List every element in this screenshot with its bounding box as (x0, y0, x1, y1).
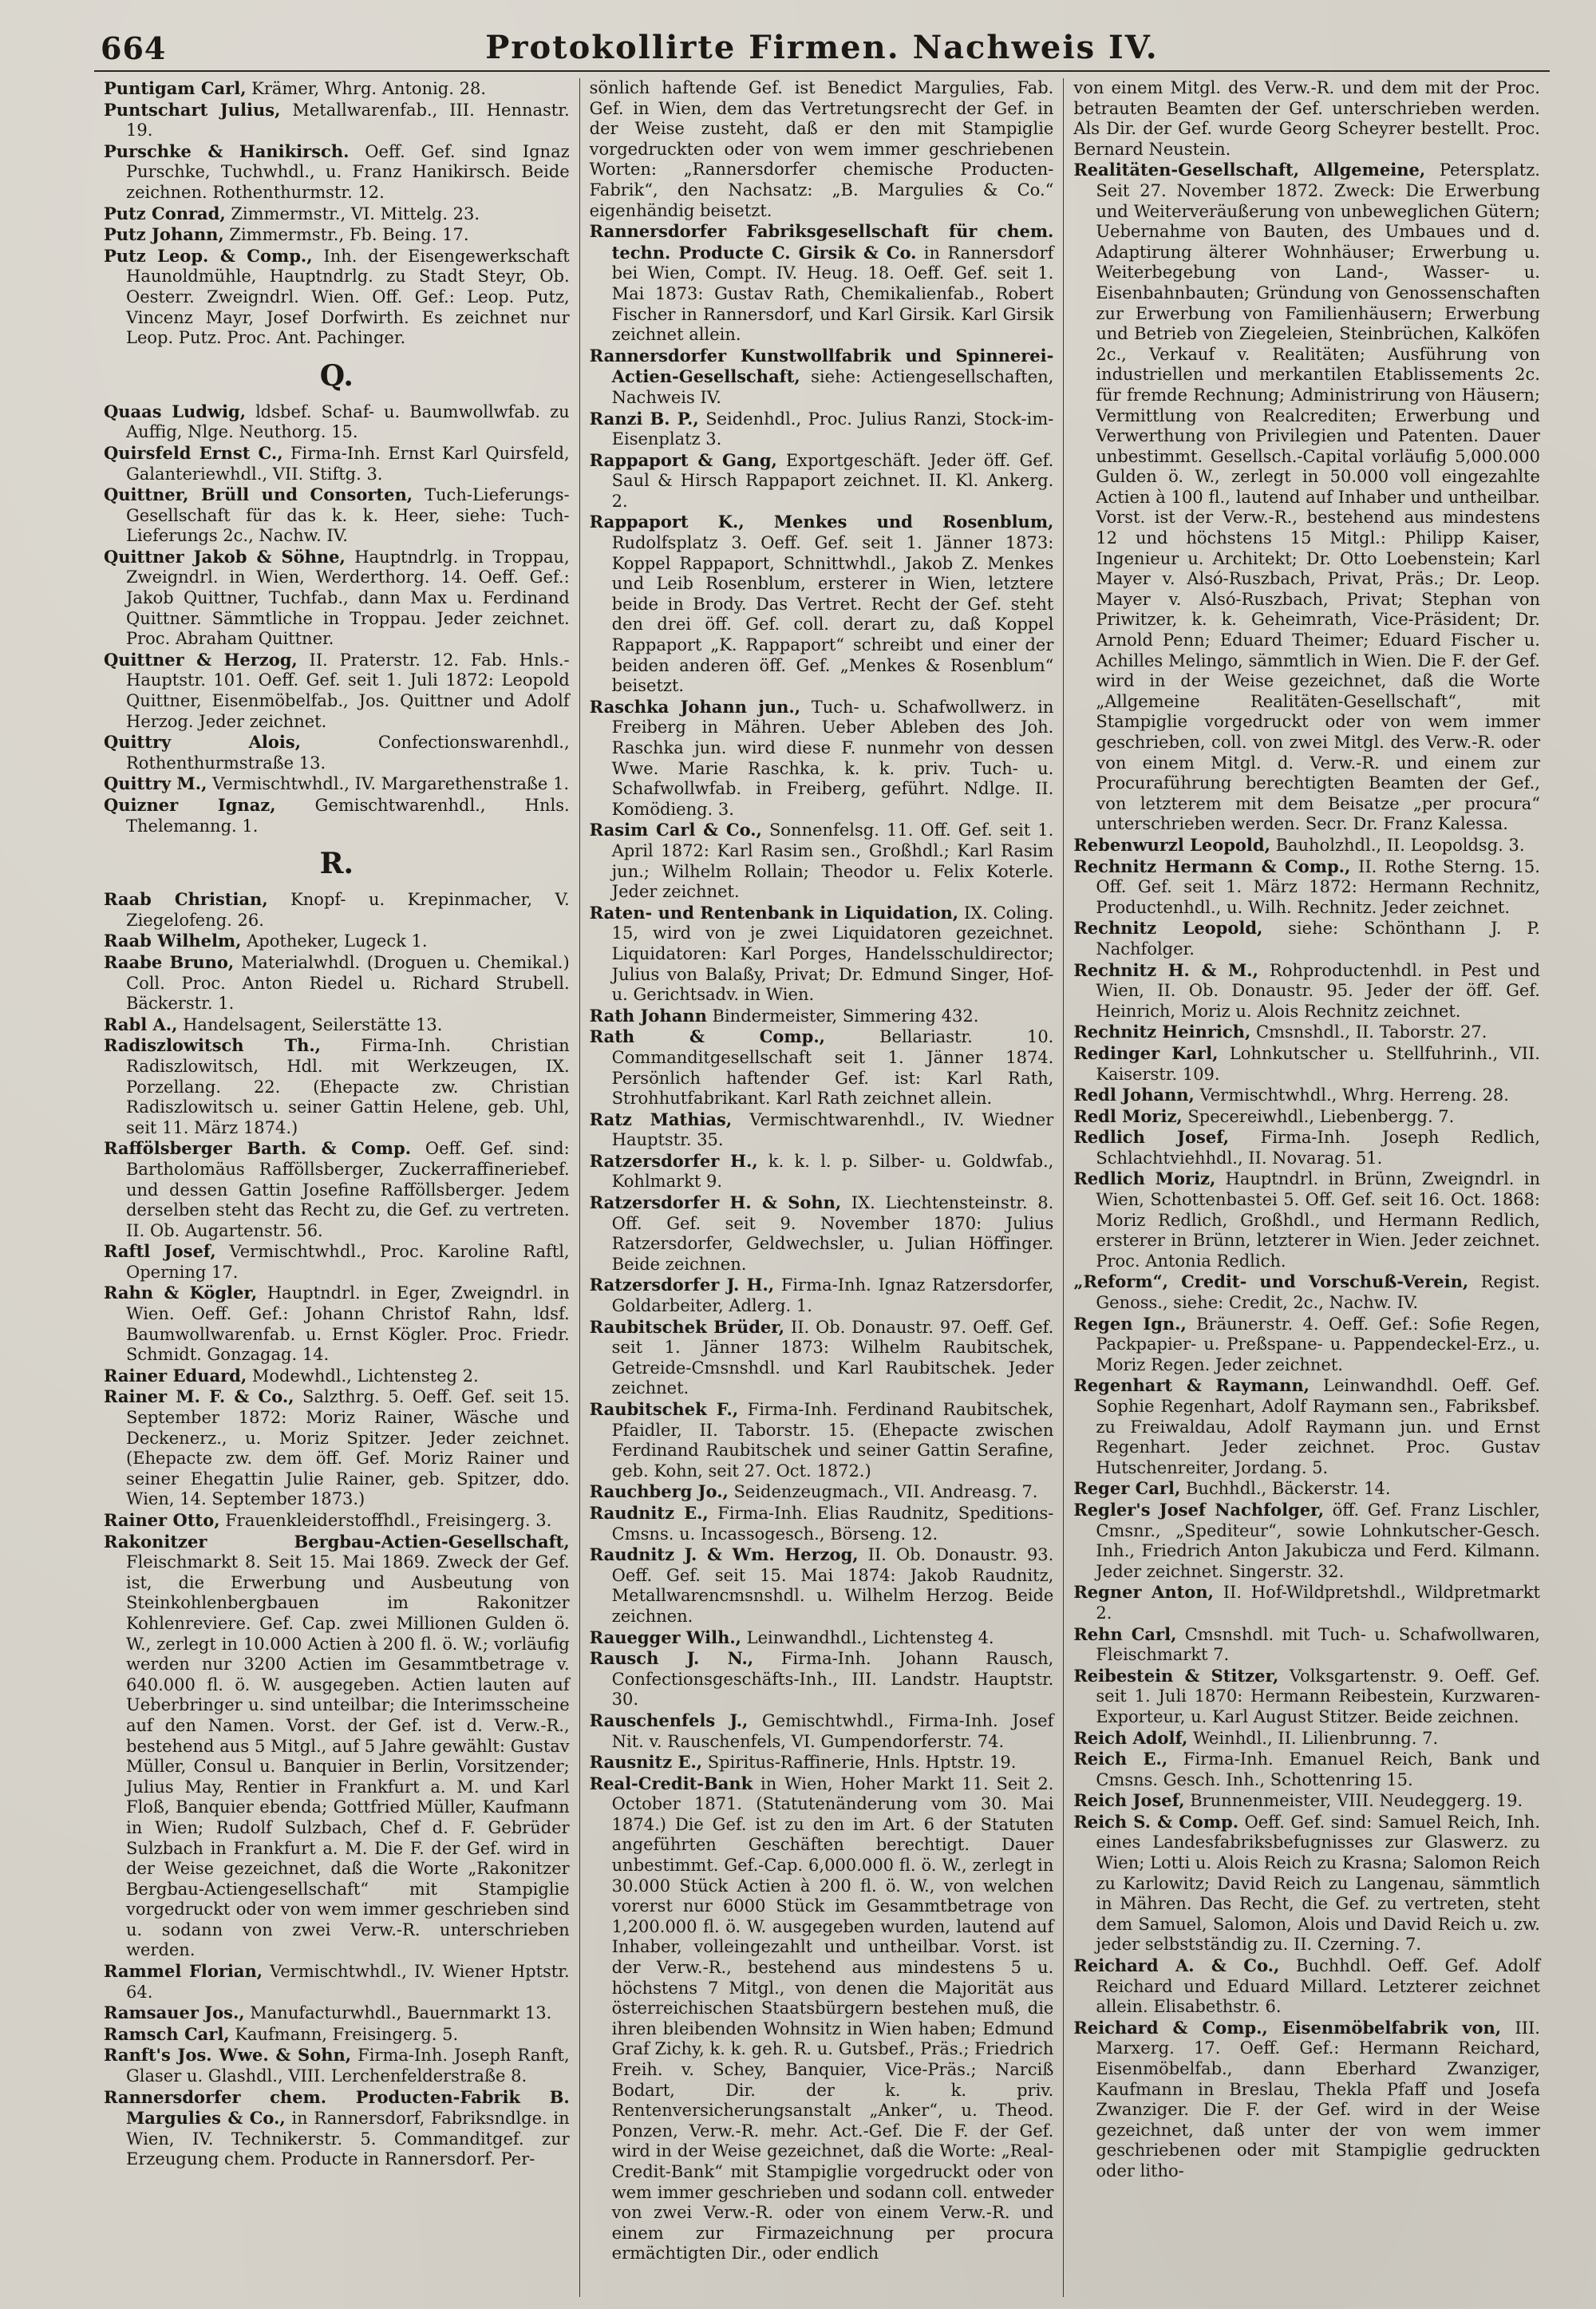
firm-name: Real-Credit-Bank (589, 1773, 753, 1793)
firm-entry (104, 547, 570, 650)
firm-entry (104, 931, 570, 952)
firm-name: Reich E., (1073, 1749, 1168, 1769)
firm-name: Redinger Karl, (1073, 1042, 1219, 1063)
firm-name: Ranft's Jos. Wwe. & Sohn, (104, 2045, 352, 2066)
firm-entry (1073, 1790, 1540, 1812)
firm-name: Raudnitz J. & Wm. Herzog, (589, 1544, 859, 1565)
firm-entry (1073, 1500, 1540, 1582)
firm-entry (1073, 1624, 1540, 1666)
firm-entry (104, 246, 570, 349)
firm-details: Oeff. Gef. sind: Samuel Reich, Inh. eines Landesfabriksbefugnisses zur Glaswerz. zu Wien; Lotti u. Alois Reich zu Krasna; Salomon Reich zu Karlowitz; David Reich zu Langenau, sämmtlich in Mähren. Das Recht, die Gef. zu vertreten, steht dem Samuel, Salomon, Alois und David Reich u. zw. jeder selbstständig zu. II. Czerning. 7. (1096, 1812, 1540, 1955)
firm-entry (590, 1481, 1054, 1503)
firm-details: Bauholzhdl., II. Leopoldsg. 3. (1270, 835, 1525, 855)
firm-entry (1073, 1314, 1540, 1376)
firm-details: Spiritus-Raffinerie, Hnls. Hptstr. 19. (702, 1753, 1017, 1773)
firm-entry (104, 952, 570, 1014)
firm-details: Seidenzeugmach., VII. Andreasg. 7. (728, 1482, 1038, 1502)
firm-details: Zimmermstr., Fb. Being. 17. (223, 225, 469, 245)
firm-entry (590, 1544, 1054, 1627)
firm-details: von einem Mitgl. des Verw.-R. und dem mit der Proc. betrauten Beamten der Gef. unterschrieben werden. Als Dir. der Gef. wurde Georg Scheyrer bestellt. Proc. Bernard Neustein. (1073, 78, 1540, 159)
firm-entry (104, 204, 570, 225)
firm-entry (590, 1399, 1054, 1481)
firm-entry (1073, 1085, 1540, 1106)
firm-entry (590, 1275, 1054, 1316)
firm-details: Specereiwhdl., Liebenbergg. 7. (1182, 1106, 1455, 1126)
firm-name: Raschka Johann jun., (589, 696, 801, 717)
firm-details: Apotheker, Lugeck 1. (241, 931, 428, 951)
firm-name: Rannersdorfer Fabriksgesellschaft für chem. techn. Producte C. Girsik & Co. (589, 221, 1054, 263)
firm-name: Raftl Josef, (104, 1241, 216, 1262)
firm-details: II. Rothe Sterng. 15. Off. Gef. seit 1. März 1872: Hermann Rechnitz, Productenhdl., u. Wilh. Rechnitz. Jeder zeichnet. (1096, 856, 1540, 917)
firm-entry (1073, 835, 1540, 856)
firm-details: siehe: Schönthann J. P. Nachfolger. (1096, 919, 1540, 959)
firm-entry (104, 484, 570, 547)
firm-entry (590, 1503, 1054, 1544)
firm-entry (104, 100, 570, 141)
firm-name: Reger Carl, (1073, 1478, 1181, 1499)
firm-name: Reichard A. & Co., (1073, 1955, 1280, 1976)
firm-entry (1073, 1022, 1540, 1043)
firm-details: Hauptndrl. in Brünn, Zweigndrl. in Wien, Schottenbastei 5. Off. Gef. seit 16. Oct. 1868: Moriz Redlich, Großhdl., und Hermann Redlich, ersterer in Brünn, letzterer in Wien. Jeder zeichnet. Proc. Antonia Redlich. (1096, 1169, 1540, 1271)
column-right (1064, 78, 1550, 2297)
firm-details: Kaufmann, Freisingerg. 5. (229, 2024, 459, 2044)
section-letter: Q. (319, 358, 354, 393)
firm-entry (1073, 1375, 1540, 1478)
firm-entry (590, 697, 1054, 820)
firm-entry (1073, 1955, 1540, 2018)
firm-name: Rainer Eduard, (104, 1365, 247, 1386)
firm-entry (104, 1961, 570, 2003)
firm-details: Oeff. Gef. sind: Bartholomäus Rafföllsberger, Zuckerraffineriebef. und dessen Gattin Josefine Rafföllsberger. Jedem derselben steht das Recht zu, die Gef. zu vertreten. II. Ob. Augartenstr. 56. (126, 1139, 570, 1240)
firm-name: Rath & Comp., (589, 1026, 825, 1047)
firm-name: Quaas Ludwig, (104, 401, 247, 421)
firm-details: Krämer, Whrg. Antonig. 28. (246, 79, 486, 98)
firm-entry (104, 401, 570, 443)
firm-name: Rehn Carl, (1073, 1623, 1177, 1644)
firm-name: Rath Johann (589, 1005, 707, 1026)
firm-entry (104, 1241, 570, 1283)
firm-name: Ranzi B. P., (589, 408, 699, 429)
firm-details: Bellariastr. 10. Commanditgesellschaft seit 1. Jänner 1874. Persönlich haftender Gef. ist: Karl Rath, Strohhutfabrikant. Karl Rath zeichnet allein. (611, 1027, 1054, 1109)
firm-entry (590, 78, 1054, 221)
firm-name: Putz Conrad, (104, 203, 226, 223)
firm-name: Rasim Carl & Co., (589, 820, 762, 840)
firm-entry (590, 1026, 1054, 1109)
firm-name: Quittry M., (104, 773, 207, 794)
firm-name: Rappaport & Gang, (589, 449, 777, 470)
firm-details: II. Hof-Wildpretshdl., Wildpretmarkt 2. (1096, 1583, 1540, 1623)
firm-name: Rechnitz Hermann & Comp., (1073, 856, 1351, 876)
firm-entry (104, 1014, 570, 1036)
firm-entry (104, 1366, 570, 1387)
firm-name: Ratz Mathias, (589, 1109, 733, 1129)
firm-details: Hauptndrl. in Eger, Zweigndrl. in Wien. Oeff. Gef.: Johann Christof Rahn, ldsf. Baumwollwarenfab. u. Ernst Kögler. Proc. Friedr. Schmidt. Gonzagag. 14. (126, 1283, 570, 1365)
firm-details: Rohproductenhdl. in Pest und Wien, II. Ob. Donaustr. 95. Jeder der öff. Gef. Heinrich, Moriz u. Alois Rechnitz zeichnet. (1096, 960, 1540, 1021)
firm-details: Salzthrg. 5. Oeff. Gef. seit 15. September 1872: Moriz Rainer, Wäsche und Deckenerz., u. Moriz Spitzer. Jeder zeichnet. (Ehepacte zw. dem öff. Gef. Moriz Rainer und seiner Ehegattin Julie Rainer, geb. Spitzer, ddo. Wien, 14. September 1873.) (126, 1387, 570, 1509)
firm-name: Reichard & Comp., Eisenmöbelfabrik von, (1073, 2017, 1502, 2038)
firm-name: Rammel Florian, (104, 1961, 263, 1982)
firm-details: Firma-Inh. Emanuel Reich, Bank und Cmsns. Gesch. Inh., Schottenring 15. (1096, 1750, 1540, 1789)
firm-details: Rudolfsplatz 3. Oeff. Gef. seit 1. Jänner 1873: Koppel Rappaport, Schnittwhdl., Jakob Z. Menkes und Leib Rosenblum, ersterer in Wien, letztere beide in Brody. Das Vertret. Recht der Gef. steht den drei öff. Gef. coll. derart zu, daß Koppel Rappaport „K. Rappaport“ schreibt und einer der beiden anderen öff. Gef. „Menkes & Rosenblum“ beisetzt. (611, 533, 1054, 696)
firm-name: Radiszlowitsch Th., (104, 1035, 321, 1056)
firm-details: Sonnenfelsg. 11. Off. Gef. seit 1. April 1872: Karl Rasim sen., Großhdl.; Karl Rasim jun.; Wilhelm Rollain; Theodor u. Felix Koterle. Jeder zeichnet. (611, 820, 1054, 902)
firm-entry (1073, 1666, 1540, 1728)
firm-details: Handelsagent, Seilerstätte 13. (177, 1014, 443, 1034)
firm-entry (104, 650, 570, 732)
firm-details: Manufacturwhdl., Bauernmarkt 13. (244, 2003, 552, 2023)
firm-details: Metallwarenfab., III. Hennastr. 19. (126, 100, 570, 140)
firm-details: Regist. Genoss., siehe: Credit, 2c., Nachw. IV. (1096, 1272, 1540, 1313)
firm-details: Gemischtwhdl., Firma-Inh. Josef Nit. v. Rauschenfels, VI. Gumpendorferstr. 74. (611, 1710, 1054, 1751)
firm-name: Raffölsberger Barth. & Comp. (104, 1138, 412, 1159)
firm-details: Cmsnshdl., II. Taborstr. 27. (1250, 1022, 1487, 1042)
column-middle (579, 78, 1065, 2297)
firm-entry (104, 443, 570, 484)
firm-details: Lohnkutscher u. Stellfuhrinh., VII. Kaiserstr. 109. (1096, 1043, 1540, 1084)
firm-details: Volksgartenstr. 9. Oeff. Gef. seit 1. Juli 1870: Hermann Reibestein, Kurzwaren-Exporteur, u. Karl August Stitzer. Beide zeichnen. (1096, 1666, 1540, 1726)
firm-name: Ratzersdorfer H., (589, 1150, 758, 1171)
firm-entry (104, 795, 570, 836)
firm-name: Redl Johann, (1073, 1085, 1195, 1105)
firm-name: Rauegger Wilh., (589, 1627, 741, 1647)
firm-entry (104, 773, 570, 795)
firm-entry (1073, 1043, 1540, 1085)
firm-name: Ramsauer Jos., (104, 2003, 245, 2023)
firm-name: Rainer M. F. & Co., (104, 1386, 294, 1407)
firm-details: in Rannersdorf bei Wien, Compt. IV. Heug. 18. Oeff. Gef. seit 1. Mai 1873: Gustav Rath, Chemikalienfab., Robert Fischer in Rannersdorf, und Karl Girsik. Karl Girsik zeichnet allein. (611, 243, 1054, 345)
firm-details: Vermischtwhdl., IV. Wiener Hptstr. 64. (126, 1962, 570, 2002)
firm-details: Zimmermstr., VI. Mittelg. 23. (225, 204, 480, 223)
firm-details: Modewhdl., Lichtensteg 2. (247, 1366, 479, 1386)
firm-name: Rannersdorfer chem. Producten-Fabrik B. Margulies & Co., (104, 2086, 570, 2129)
firm-details: Frauenkleiderstoffhdl., Freisingerg. 3. (219, 1511, 552, 1530)
firm-name: Reich S. & Comp. (1073, 1811, 1239, 1832)
firm-details: Fleischmarkt 8. Seit 15. Mai 1869. Zweck der Gef. ist, die Erwerbung und Ausbeutung von Steinkohlenbergbauen im Rakonitzer Kohlenreviere. Gef. Cap. zwei Millionen Gulden ö. W., zerlegt in 10.000 Actien à 200 fl. ö. W.; vorläufig werden nur 3200 Actien im Gesammtbetrage v. 640.000 fl. ö. W. ausgegeben. Actien lauten auf Ueberbringer u. sind unteilbar; die Interimsscheine auf den Namen. Vorst. der Gef. ist d. Verw.-R., bestehend aus 5 Mitgl., auf 5 Jahre gewählt: Gustav Müller, Consul u. Banquier in Berlin, Vorsitzender; Julius May, Rentier in Frankfurt a. M. und Karl Floß, Banquier ebenda; Gottfried Müller, Kaufmann in Wien; Rudolf Sulzbach, Chef d. F. Gebrüder Sulzbach in Frankfurt a. M. Die F. der Gef. wird in der Weise gezeichnet, daß die Worte „Rakonitzer Bergbau-Actiengesellschaft“ mit Stampiglie vorgedruckt oder von wem immer geschrieben sind u. sodann von zwei Verw.-R. unterschrieben werden. (126, 1552, 570, 1960)
firm-entry (1073, 160, 1540, 835)
firm-entry (104, 2024, 570, 2046)
firm-name: Regen Ign., (1073, 1313, 1187, 1334)
firm-entry (1073, 918, 1540, 959)
columns (94, 78, 1550, 2297)
firm-entry (104, 1035, 570, 1138)
firm-name: Purschke & Hanikirsch. (104, 140, 350, 161)
firm-details: siehe: Actiengesellschaften, Nachweis IV. (611, 367, 1054, 407)
firm-entry (1073, 1127, 1540, 1168)
firm-name: Regenhart & Raymann, (1073, 1375, 1310, 1396)
firm-name: Rechnitz Heinrich, (1073, 1022, 1251, 1042)
firm-entry (590, 1627, 1054, 1649)
firm-entry (590, 512, 1054, 696)
firm-name: Raubitschek Brüder, (589, 1316, 785, 1337)
firm-name: Rakonitzer Bergbau-Actien-Gesellschaft, (104, 1531, 570, 1552)
firm-name: Realitäten-Gesellschaft, Allgemeine, (1073, 160, 1426, 180)
firm-entry (1073, 1168, 1540, 1271)
firm-details: Firma-Inh. Johann Rausch, Confectionsgeschäfts-Inh., III. Landstr. Hauptstr. 30. (611, 1649, 1054, 1710)
firm-name: Raudnitz E., (589, 1502, 709, 1523)
page-title: Protokollirte Firmen. Nachweis IV. (485, 29, 1159, 66)
firm-name: Quittner, Brüll und Consorten, (104, 484, 413, 505)
firm-entry (590, 1317, 1054, 1399)
firm-entry (104, 1386, 570, 1510)
firm-details: Knopf- u. Krepinmacher, V. Ziegelofeng. 26. (126, 890, 570, 930)
firm-name: Putz Leop. & Comp., (104, 245, 313, 266)
firm-details: Leinwandhdl., Lichtensteg 4. (741, 1627, 994, 1647)
firm-entry (104, 2003, 570, 2024)
firm-name: Reich Adolf, (1073, 1727, 1188, 1748)
firm-name: Reibestein & Stitzer, (1073, 1665, 1279, 1686)
firm-details: Petersplatz. Seit 27. November 1872. Zweck: Die Erwerbung und Weiterveräußerung von unbeweglichen Gütern; Uebernahme von Bauten, des Umbaues und d. Adaptirung älterer Wohnhäuser; Erwerbung u. Weiterbegebung von Land-, Wasser- u. Eisenbahnbauten; Gründung von Genossenschaften zur Erwerbung von Familienhäusern; Erwerbung und Betrieb von Ziegeleien, Steinbrüchen, Kalköfen 2c., Verkauf v. Realitäten; Ausführung von industriellen und merkantilen Etablissements 2c. für fremde Rechnung; Administrirung von Häusern; Vermittlung von Realcrediten; Erwerbung und Verwerthung von Privilegien und Patenten. Dauer unbestimmt. Gesellsch.-Capital vorläufig 5,000.000 Gulden ö. W., zerlegt in 50.000 voll eingezahlte Actien à 100 fl., lautend auf Inhaber und untheilbar. Vorst. ist der Verw.-R., bestehend aus mindestens 12 und höchstens 15 Mitgl.: Philipp Kaiser, Ingenieur u. Architekt; Dr. Otto Loebenstein; Karl Mayer v. Alsó-Ruszbach, Privat, Präs.; Dr. Leop. Mayer v. Alsó-Ruszbach, Privat; Stephan von Priwitzer, k. k. Geheimrath, Vice-Präsident; Dr. Arnold Penn; Eduard Theimer; Eduard Fischer u. Achilles Melingo, sämmtlich in Wien. Die F. der Gef. wird in der Weise gezeichnet, daß die Worte „Allgemeine Realitäten-Gesellschaft“, mit Stampiglie vorgedruckt oder von wem immer geschrieben, coll. von zwei Mitgl. des Verw.-R. oder von einem Mitgl. d. Verw.-R. und einem zur Procuraführung berechtigten Beamten der Gef., von letzterem mit dem Beisatze „per procura“ unterschrieben werden. Secr. Dr. Franz Kalessa. (1096, 160, 1540, 834)
firm-entry (1073, 1271, 1540, 1313)
firm-details: Firma-Inh. Joseph Ranft, Glaser u. Glashdl., VIII. Lerchenfelderstraße 8. (126, 2046, 570, 2086)
firm-name: Rausnitz E., (589, 1752, 703, 1773)
firm-details: Materialwhdl. (Droguen u. Chemikal.) Coll. Proc. Anton Riedel u. Richard Strubell. Bäckerstr. 1. (126, 952, 570, 1014)
firm-name: Rechnitz Leopold, (1073, 918, 1263, 939)
firm-entry (104, 889, 570, 931)
firm-name: Rauchberg Jo., (589, 1481, 729, 1502)
section-letter: R. (319, 847, 354, 881)
firm-details: Exportgeschäft. Jeder öff. Gef. Saul & Hirsch Rappaport zeichnet. II. Kl. Ankerg. 2. (611, 450, 1054, 511)
firm-details: Firma-Inh. Ferdinand Raubitschek, Pfaidler, II. Taborstr. 15. (Ehepacte zwischen Ferdinand Raubitschek und seiner Gattin Serafine, geb. Kohn, seit 27. Oct. 1872.) (611, 1400, 1054, 1481)
firm-name: Regler's Josef Nachfolger, (1073, 1499, 1325, 1520)
firm-entry (1073, 1582, 1540, 1623)
firm-entry (590, 1752, 1054, 1773)
firm-details: in Wien, Hoher Markt 11. Seit 2. October 1871. (Statutenänderung vom 30. Mai 1874.) Die Gef. ist zu den im Art. 6 der Statuten angeführten Geschäften berechtigt. Dauer unbestimmt. Gef.-Cap. 6,000.000 fl. ö. W., zerlegt in 30.000 Stück Actien à 200 fl. ö. W., von welchen vorerst nur 6000 Stück im Gesammtbetrage von 1,200.000 fl. ö. W. ausgegeben wurden, lautend auf Inhaber, volleingezahlt und untheilbar. Vorst. ist der Verw.-R., bestehend aus mindestens 5 u. höchstens 7 Mitgl., von denen die Majorität aus österreichischen Staatsbürgern bestehen muß, die ihren bleibenden Wohnsitz in Wien haben; Edmund Graf Zichy, k. k. geh. R. u. Gutsbef., Präs.; Friedrich Freih. v. Schey, Banquier, Vice-Präs.; Narciß Bodart, Dir. der k. k. priv. Rentenversicherungsanstalt „Anker“, u. Theod. Ponzen, Verw.-R. mehr. Act.-Gef. Die F. der Gef. wird in der Weise gezeichnet, daß die Worte: „Real-Credit-Bank“ mit Stampiglie vorgedruckt oder von wem immer geschrieben und sodann coll. entweder von zwei Verw.-R. oder von einem Verw.-R. und einem zur Firmazeichnung per procura ermächtigten Dir., oder endlich (611, 1773, 1054, 2264)
firm-entry (590, 820, 1054, 902)
firm-details: öff. Gef. Franz Lischler, Cmsnr., „Spediteur“, sowie Lohnkutscher-Gesch. Inh., Friedrich Anton Jakubicza und Ferd. Kilmann. Jeder zeichnet. Singerstr. 32. (1096, 1500, 1540, 1581)
firm-name: Ratzersdorfer J. H., (589, 1275, 775, 1295)
firm-name: Quittner Jakob & Söhne, (104, 546, 346, 567)
firm-details: Oeff. Gef. sind Ignaz Purschke, Tuchwhdl., u. Franz Hanikirsch. Beide zeichnen. Rothenthurmstr. 12. (126, 141, 570, 202)
firm-details: k. k. l. p. Silber- u. Goldwfab., Kohlmarkt 9. (611, 1151, 1054, 1192)
firm-entry (1073, 1478, 1540, 1500)
firm-name: Reich Josef, (1073, 1790, 1185, 1811)
firm-name: Putz Johann, (104, 224, 224, 245)
firm-name: Raubitschek F., (589, 1399, 739, 1419)
firm-name: Rechnitz H. & M., (1073, 959, 1258, 980)
firm-details: Vermischtwhdl., IV. Margarethenstraße 1. (207, 774, 570, 794)
firm-name: Rabl A., (104, 1014, 178, 1034)
firm-name: Rebenwurzl Leopold, (1073, 834, 1270, 855)
firm-details: Buchhdl. Oeff. Gef. Adolf Reichard und Eduard Millard. Letzterer zeichnet allein. Elisabethstr. 6. (1096, 1956, 1540, 2017)
page-header (94, 29, 1550, 72)
firm-details: Bräunerstr. 4. Oeff. Gef.: Sofie Regen, Packpapier- u. Preßspane- u. Pappendeckel-Erz., u. Moriz Regen. Jeder zeichnet. (1096, 1314, 1540, 1374)
firm-entry (590, 409, 1054, 450)
firm-entry (1073, 1728, 1540, 1750)
firm-entry (590, 1648, 1054, 1710)
firm-entry (1073, 856, 1540, 919)
firm-details: Seidenhdl., Proc. Julius Ranzi, Stock-im-Eisenplatz 3. (611, 409, 1054, 449)
firm-details: III. Marxerg. 17. Oeff. Gef.: Hermann Reichard, Eisenmöbelfab., dann Eberhard Zwanziger, Kaufmann in Breslau, Thekla Pfaff und Josefa Zwanziger. Die F. der Gef. wird in der Weise gezeichnet, daß unter der von wem immer geschriebenen oder mit Stampiglie gedruckten oder litho- (1096, 2018, 1540, 2181)
page-number: 664 (101, 30, 167, 66)
firm-details: Buchhdl., Bäckerstr. 14. (1180, 1479, 1391, 1499)
firm-name: Puntschart Julius, (104, 99, 281, 120)
firm-entry (1073, 1106, 1540, 1128)
firm-details: IX. Coling. 15, wird von je zwei Liquidatoren gezeichnet. Liquidatoren: Karl Porges, Handelsschuldirector; Julius von Balaßy, Privat; Dr. Edmund Singer, Hof- u. Gerichtsadv. in Wien. (611, 903, 1054, 1005)
firm-details: Tuch-Lieferungs-Gesellschaft für das k. k. Heer, siehe: Tuch-Lieferungs 2c., Nachw. IV. (126, 485, 570, 546)
firm-name: Rainer Otto, (104, 1510, 220, 1530)
firm-name: Raten- und Rentenbank in Liquidation, (589, 902, 959, 923)
firm-name: Rannersdorfer Kunstwollfabrik und Spinnerei-Actien-Gesellschaft, (589, 345, 1054, 387)
firm-entry (1073, 960, 1540, 1022)
firm-name: „Reform“, Credit- und Vorschuß-Verein, (1073, 1271, 1469, 1292)
firm-name: Ramsch Carl, (104, 2023, 230, 2044)
firm-name: Rauschenfels J., (589, 1710, 749, 1730)
firm-name: Quizner Ignaz, (104, 795, 276, 815)
firm-entry (104, 1510, 570, 1532)
firm-entry (104, 1532, 570, 1961)
firm-entry (104, 732, 570, 773)
firm-details: IX. Liechtensteinstr. 8. Off. Gef. seit 9. November 1870: Julius Ratzersdorfer, Geldwechsler, u. Julian Höffinger. Beide zeichnen. (611, 1193, 1054, 1274)
firm-name: Rausch J. N., (589, 1648, 754, 1669)
firm-details: Firma-Inh. Elias Raudnitz, Speditions-Cmsns. u. Incassogesch., Börseng. 12. (611, 1503, 1054, 1544)
firm-entry (590, 221, 1054, 346)
firm-entry (590, 1151, 1054, 1192)
firm-details: Gemischtwarenhdl., Hnls. Thelemanng. 1. (126, 796, 570, 836)
firm-entry (590, 1192, 1054, 1275)
firm-name: Redlich Josef, (1073, 1127, 1230, 1148)
firm-name: Quittry Alois, (104, 732, 302, 753)
firm-details: II. Ob. Donaustr. 97. Oeff. Gef. seit 1. Jänner 1873: Wilhelm Raubitschek, Getreide-Cmsnshdl. und Karl Raubitschek. Jeder zeichnet. (611, 1317, 1054, 1398)
firm-details: Hauptndrlg. in Troppau, Zweigndrl. in Wien, Werderthorg. 14. Oeff. Gef.: Jakob Quittner, Tuchfab., dann Max u. Ferdinand Quittner. Sämmtliche in Troppau. Jeder zeichnet. Proc. Abraham Quittner. (126, 547, 570, 649)
firm-entry (590, 346, 1054, 409)
firm-entry (1073, 2018, 1540, 2182)
firm-entry (104, 2087, 570, 2170)
firm-name: Rahn & Kögler, (104, 1283, 258, 1303)
firm-details: Vermischtwhdl., Whrg. Herreng. 28. (1194, 1085, 1509, 1105)
firm-details: II. Praterstr. 12. Fab. Hnls.-Hauptstr. 101. Oeff. Gef. seit 1. Juli 1872: Leopold Quittner, Eisenmöbelfab., Jos. Quittner und Adolf Herzog. Jeder zeichnet. (126, 650, 570, 731)
firm-entry (590, 1006, 1054, 1027)
firm-entry (104, 224, 570, 246)
firm-entry (590, 1773, 1054, 2264)
firm-entry (104, 2045, 570, 2086)
firm-details: Firma-Inh. Christian Radiszlowitsch, Hdl. mit Werkzeugen, IX. Porzellang. 22. (Ehepacte zw. Christian Radiszlowitsch u. seiner Gattin Helene, geb. Uhl, seit 11. März 1874.) (126, 1036, 570, 1137)
firm-entry (104, 1283, 570, 1365)
firm-details: Weinhdl., II. Lilienbrunng. 7. (1187, 1728, 1439, 1748)
firm-entry (1073, 1749, 1540, 1790)
firm-details: Tuch- u. Schafwollwerz. in Freiberg in Mähren. Ueber Ableben des Joh. Raschka jun. wird diese F. nunmehr von dessen Wwe. Marie Raschka, k. k. priv. Tuch- u. Schafwollwfab. in Freiberg, geführt. Ndlge. II. Komödieng. 3. (611, 697, 1054, 819)
firm-name: Quirsfeld Ernst C., (104, 442, 283, 463)
firm-entry (104, 141, 570, 204)
firm-name: Puntigam Carl, (104, 78, 247, 98)
firm-details: Vermischtwarenhdl., IV. Wiedner Hauptstr. 35. (611, 1109, 1054, 1150)
firm-entry (590, 1109, 1054, 1151)
firm-entry (1073, 1812, 1540, 1955)
firm-details: in Rannersdorf, Fabriksndlge. in Wien, IV. Technikerstr. 5. Commanditgef. zur Erzeugung chem. Producte in Rannersdorf. Per- (126, 2109, 570, 2169)
firm-details: Firma-Inh. Joseph Redlich, Schlachtviehhdl., II. Novarag. 51. (1096, 1128, 1540, 1168)
firm-details: ldsbef. Schaf- u. Baumwollwfab. zu Auffig, Nlge. Neuthorg. 15. (126, 401, 570, 442)
firm-details: Brunnenmeister, VIII. Neudeggerg. 19. (1184, 1791, 1523, 1811)
firm-details: Cmsnshdl. mit Tuch- u. Schafwollwaren, Fleischmarkt 7. (1096, 1624, 1540, 1665)
firm-name: Redlich Moriz, (1073, 1168, 1216, 1189)
firm-details: Confectionswarenhdl., Rothenthurmstraße 13. (126, 733, 570, 773)
firm-name: Quittner & Herzog, (104, 649, 298, 670)
firm-details: Firma-Inh. Ernst Karl Quirsfeld, Galanteriewhdl., VII. Stiftg. 3. (126, 443, 570, 484)
firm-details: sönlich haftende Gef. ist Benedict Margulies, Fab. Gef. in Wien, dem das Vertretungsrecht der Gef. in der Weise zusteht, daß er den mit Stampiglie vorgedruckten oder von wem immer geschriebenen Worten: „Rannersdorfer chemische Producten-Fabrik“, den Nachsatz: „B. Margulies & Co.“ eigenhändig beisetzt. (589, 78, 1054, 220)
firm-name: Raabe Bruno, (104, 951, 235, 972)
firm-name: Ratzersdorfer H. & Sohn, (589, 1192, 842, 1213)
firm-entry (590, 450, 1054, 512)
firm-entry (1073, 78, 1540, 160)
firm-entry (590, 903, 1054, 1006)
firm-name: Raab Christian, (104, 889, 268, 910)
firm-name: Regner Anton, (1073, 1582, 1214, 1603)
firm-entry (104, 78, 570, 100)
firm-name: Rappaport K., Menkes und Rosenblum, (589, 512, 1054, 532)
firm-name: Redl Moriz, (1073, 1105, 1183, 1126)
firm-entry (104, 1138, 570, 1241)
firm-name: Raab Wilhelm, (104, 931, 242, 951)
firm-details: Leinwandhdl. Oeff. Gef. Sophie Regenhart, Adolf Raymann sen., Fabriksbef. zu Freiwaldau, Adolf Raymann jun. und Ernst Regenhart. Jeder zeichnet. Proc. Gustav Hutschenreiter, Jordang. 5. (1096, 1376, 1540, 1477)
firm-details: II. Ob. Donaustr. 93. Oeff. Gef. seit 15. Mai 1874: Jakob Raudnitz, Metallwarencmsnshdl. u. Wilhelm Herzog. Beide zeichnen. (611, 1545, 1054, 1626)
firm-details: Firma-Inh. Ignaz Ratzersdorfer, Goldarbeiter, Adlerg. 1. (611, 1275, 1054, 1316)
firm-details: Vermischtwhdl., Proc. Karoline Raftl, Operning 17. (126, 1242, 570, 1282)
firm-entry (590, 1710, 1054, 1752)
firm-details: Inh. der Eisengewerkschaft Haunoldmühle, Hauptndrlg. zu Stadt Steyr, Ob. Oesterr. Zweigndrl. Wien. Off. Gef.: Leop. Putz, Vincenz Mayr, Josef Dorfwirth. Es zeichnet nur Leop. Putz. Proc. Ant. Pachinger. (126, 246, 570, 348)
firm-details: Bindermeister, Simmering 432. (706, 1006, 979, 1026)
column-left (94, 78, 579, 2297)
